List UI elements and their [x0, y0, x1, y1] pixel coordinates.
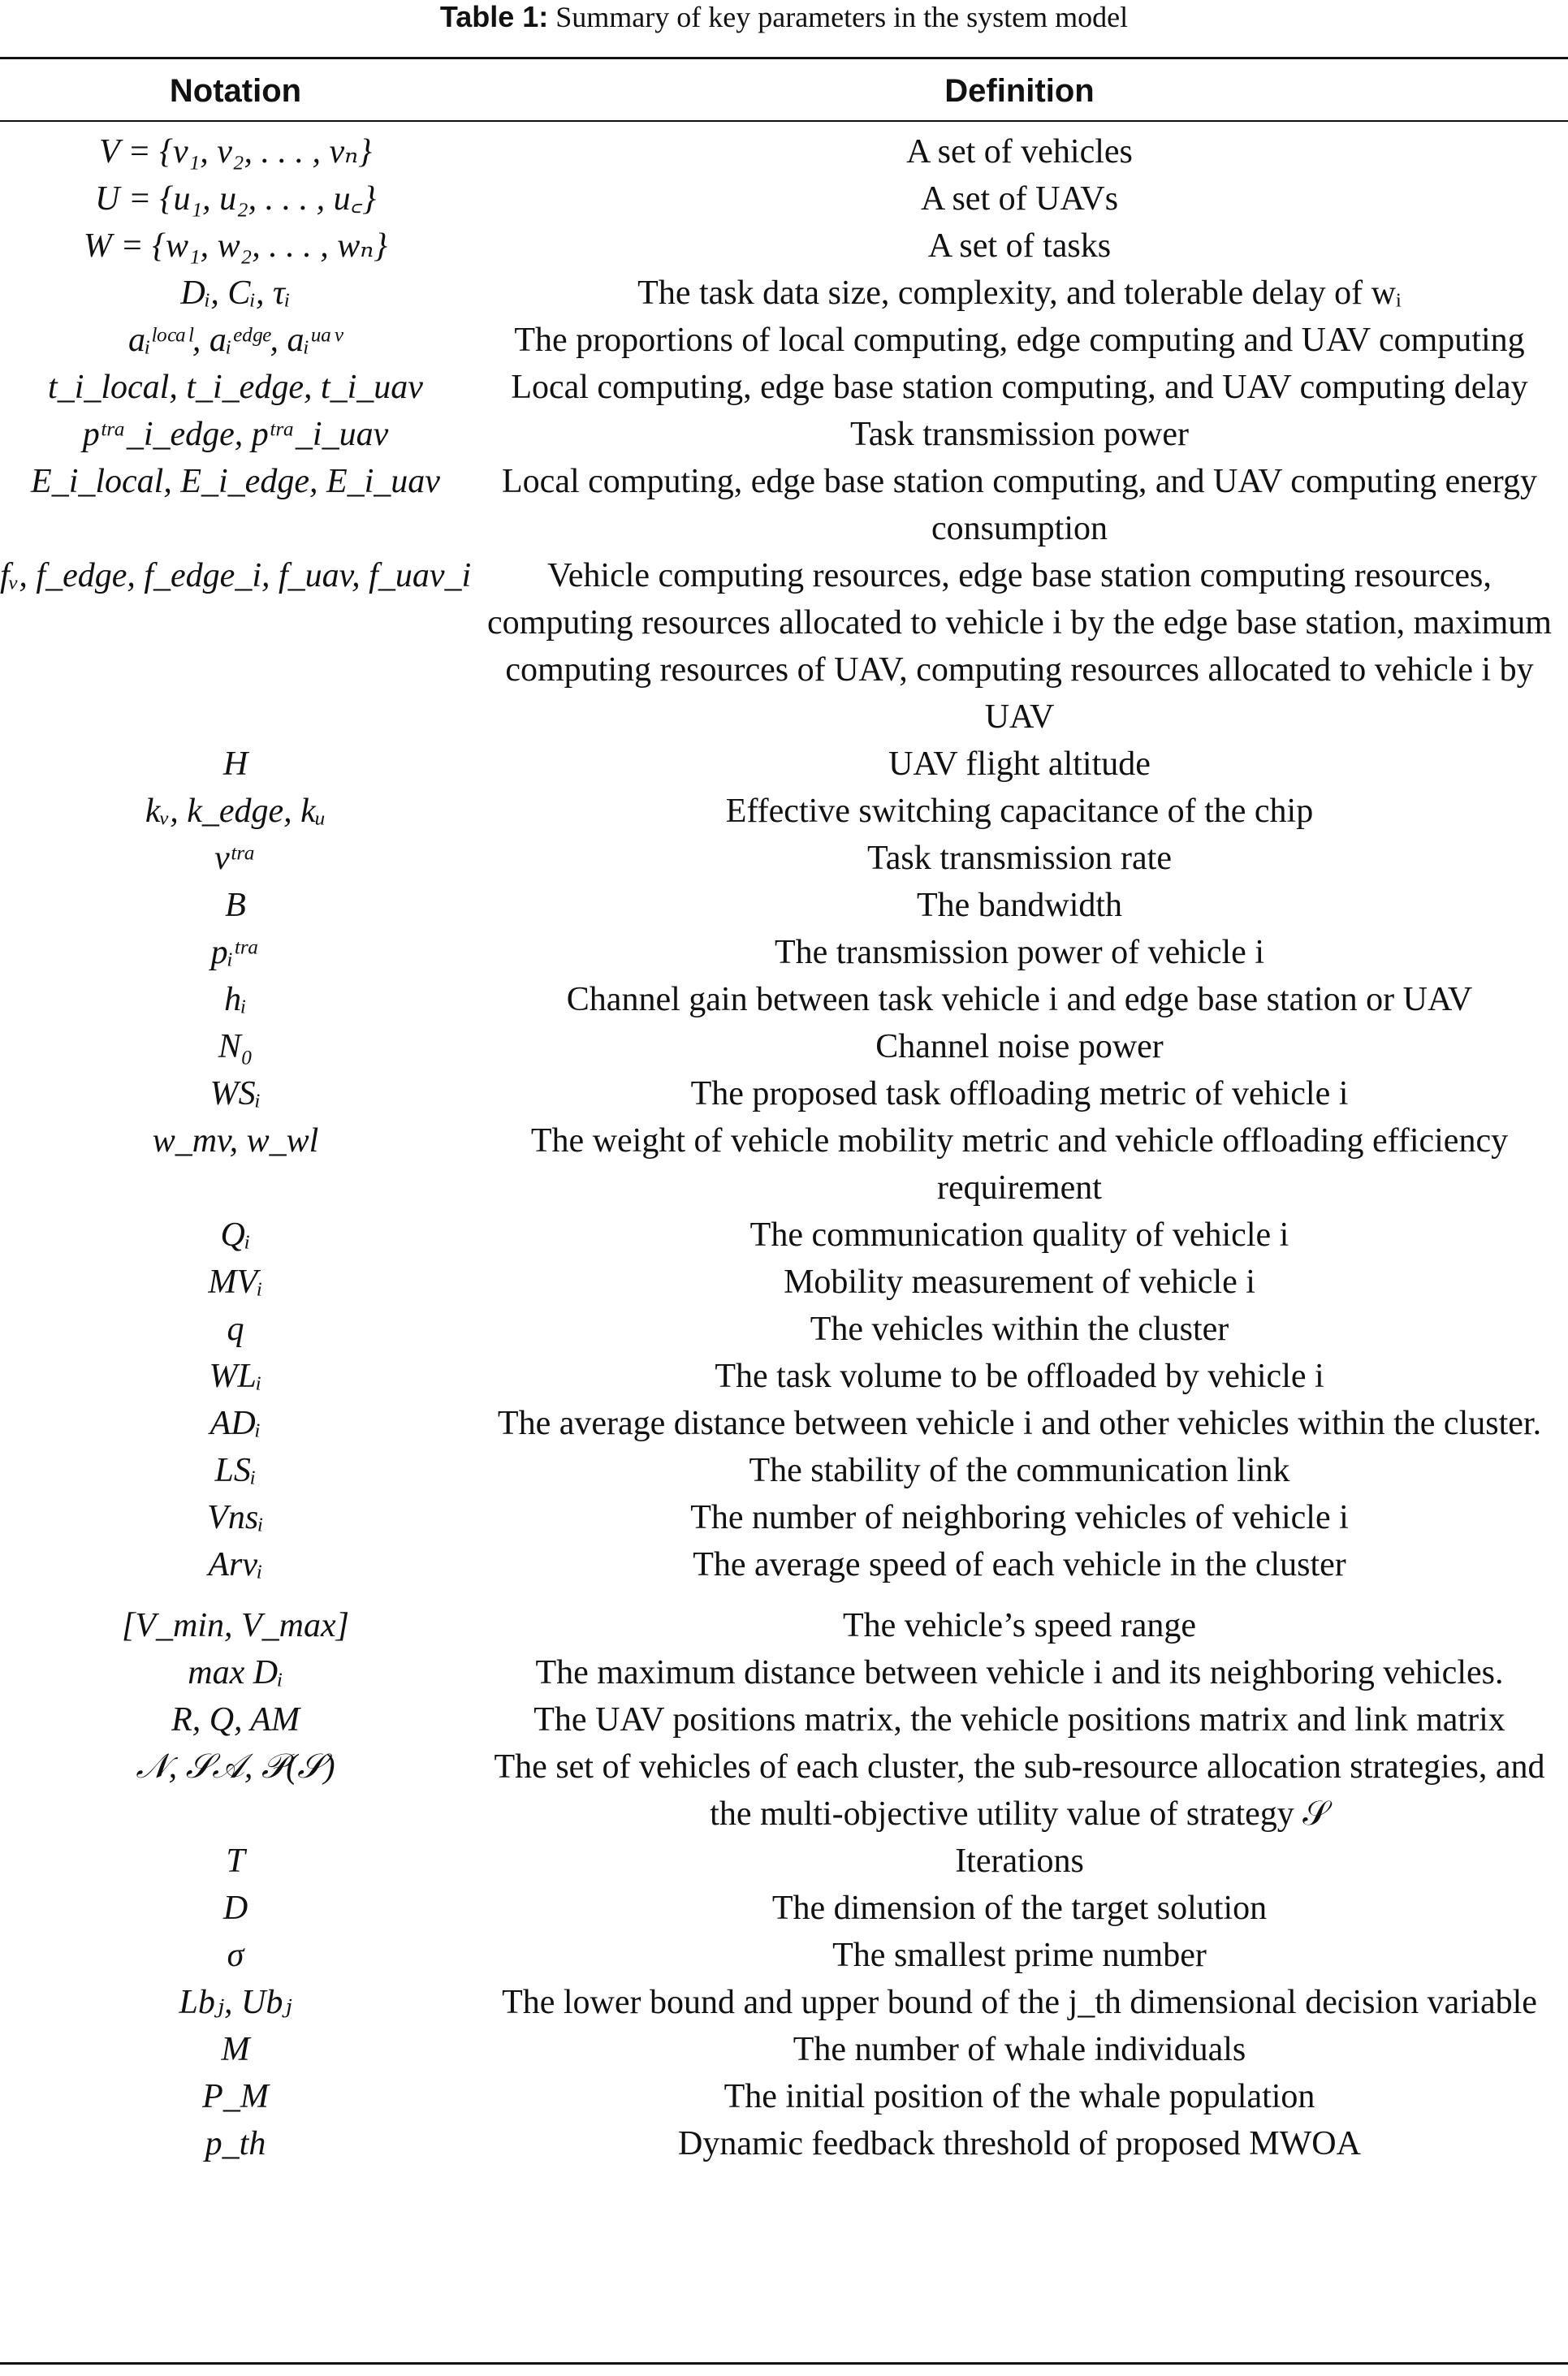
notation-cell: N₀	[218, 1028, 253, 1065]
definition-cell: Task transmission rate	[867, 840, 1172, 877]
notation-cell: U = {u₁, u₂, . . . , u꜀}	[95, 180, 376, 218]
table-row	[0, 175, 1568, 222]
definition-cell: The smallest prime number	[832, 1937, 1207, 1974]
table-row	[0, 552, 1568, 741]
table-row	[0, 1932, 1568, 1979]
definition-cell: The average distance between vehicle i and other vehicles within the cluster.	[497, 1405, 1542, 1442]
definition-cell: Local computing, edge base station computing, and UAV computing energy consumption	[502, 463, 1537, 547]
table-row	[0, 1649, 1568, 1696]
table-row	[0, 788, 1568, 835]
definition-cell: UAV flight altitude	[888, 745, 1151, 783]
table-row	[0, 1212, 1568, 1259]
notation-cell: pᵢᵗʳᵃ	[210, 934, 261, 971]
table-row	[0, 741, 1568, 788]
column-header-notation: Notation	[169, 73, 302, 109]
notation-cell: aᵢˡᵒᶜᵃˡ, aᵢᵉᵈᵍᵉ, aᵢᵘᵃᵛ	[128, 322, 343, 359]
table-row	[0, 317, 1568, 364]
definition-cell: Vehicle computing resources, edge base station computing resources, computing resources allocated to vehicle i by the edge base station, maximum computing resources of UAV, computing resources allocated to vehicle i by UAV	[487, 557, 1552, 736]
table-row	[0, 976, 1568, 1023]
table-row	[0, 411, 1568, 458]
definition-cell: Task transmission power	[849, 416, 1189, 453]
table-row	[0, 1541, 1568, 1588]
column-header-definition: Definition	[944, 73, 1095, 109]
table-row	[0, 1447, 1568, 1494]
notation-cell: q	[227, 1311, 244, 1348]
table-top-rule	[0, 57, 1568, 59]
notation-cell: ADᵢ	[209, 1405, 261, 1442]
notation-cell: WLᵢ	[209, 1358, 262, 1395]
table-row	[0, 882, 1568, 929]
definition-cell: The stability of the communication link	[749, 1452, 1290, 1489]
notation-cell: kᵥ, k_edge, kᵤ	[145, 793, 326, 830]
definition-cell: The task data size, complexity, and tolerable delay of wᵢ	[637, 274, 1402, 312]
definition-cell: The task volume to be offloaded by vehicle i	[715, 1358, 1324, 1395]
definition-cell: The set of vehicles of each cluster, the sub-resource allocation strategies, and the multi-objective utility value of strategy 𝒮	[494, 1748, 1545, 1833]
notation-cell: WSᵢ	[209, 1075, 261, 1112]
notation-cell: Dᵢ, Cᵢ, τᵢ	[180, 274, 291, 312]
notation-cell: P_M	[202, 2078, 269, 2115]
table-row	[0, 1838, 1568, 1885]
table-row	[0, 2026, 1568, 2073]
table-bottom-rule	[0, 2362, 1568, 2365]
table-row	[0, 2120, 1568, 2167]
notation-cell: fᵥ, f_edge, f_edge_i, f_uav, f_uav_i	[0, 557, 472, 594]
table-row	[0, 835, 1568, 882]
table-row	[0, 364, 1568, 411]
notation-cell: B	[225, 887, 246, 924]
definition-cell: The bandwidth	[916, 887, 1123, 924]
table-row	[0, 1602, 1568, 1649]
definition-cell: The weight of vehicle mobility metric and vehicle offloading efficiency requirement	[530, 1122, 1509, 1207]
notation-cell: Lbⱼ, Ubⱼ	[179, 1984, 292, 2021]
notation-cell: V = {v₁, v₂, . . . , vₙ}	[99, 133, 372, 171]
notation-cell: W = {w₁, w₂, . . . , wₙ}	[83, 227, 388, 265]
definition-cell: The initial position of the whale population	[724, 2078, 1315, 2115]
table-row	[0, 2073, 1568, 2120]
notation-cell: 𝒩, 𝒮𝒜, 𝒫(𝒮)	[136, 1748, 335, 1786]
definition-cell: Iterations	[955, 1842, 1084, 1880]
notation-cell: w_mv, w_wl	[152, 1122, 319, 1160]
definition-cell: A set of UAVs	[920, 180, 1119, 218]
notation-cell: [V_min, V_max]	[122, 1607, 349, 1644]
table-caption-label: Table 1:	[439, 0, 549, 33]
table-row	[0, 1696, 1568, 1743]
table-header-rule	[0, 120, 1568, 122]
definition-cell: Effective switching capacitance of the chip	[725, 793, 1314, 830]
table-row	[0, 1353, 1568, 1400]
definition-cell: Channel noise power	[875, 1028, 1164, 1065]
table-caption	[0, 0, 1568, 34]
table-row	[0, 1117, 1568, 1212]
notation-cell: LSᵢ	[214, 1452, 257, 1489]
notation-cell: Qᵢ	[220, 1216, 251, 1254]
table-row	[0, 1259, 1568, 1306]
table-row	[0, 1070, 1568, 1117]
definition-cell: The maximum distance between vehicle i and its neighboring vehicles.	[535, 1654, 1504, 1691]
notation-cell: σ	[227, 1937, 244, 1974]
notation-cell: Arvᵢ	[208, 1546, 263, 1583]
definition-cell: The average speed of each vehicle in the cluster	[693, 1546, 1346, 1583]
notation-cell: M	[221, 2031, 250, 2068]
definition-cell: The vehicle’s speed range	[843, 1607, 1196, 1644]
definition-cell: The number of whale individuals	[793, 2031, 1246, 2068]
definition-cell: The UAV positions matrix, the vehicle positions matrix and link matrix	[533, 1701, 1505, 1739]
table-row	[0, 929, 1568, 976]
notation-cell: MVᵢ	[208, 1264, 263, 1301]
notation-cell: E_i_local, E_i_edge, E_i_uav	[31, 463, 440, 500]
definition-cell: A set of vehicles	[906, 133, 1133, 171]
notation-cell: D	[222, 1890, 248, 1927]
notation-cell: pᵗʳᵃ_i_edge, pᵗʳᵃ_i_uav	[82, 416, 389, 453]
definition-cell: The proportions of local computing, edge computing and UAV computing	[514, 322, 1525, 359]
notation-cell: p_th	[205, 2125, 266, 2162]
table-row	[0, 1885, 1568, 1932]
table-row	[0, 1494, 1568, 1541]
notation-cell: hᵢ	[224, 981, 247, 1018]
table-row	[0, 458, 1568, 552]
notation-cell: vᵗʳᵃ	[214, 840, 257, 877]
definition-cell: The transmission power of vehicle i	[774, 934, 1264, 971]
table-row	[0, 1306, 1568, 1353]
definition-cell: The proposed task offloading metric of vehicle i	[690, 1075, 1349, 1112]
table-body	[0, 128, 1568, 2167]
table-row	[0, 1023, 1568, 1070]
notation-cell: Vnsᵢ	[207, 1499, 264, 1536]
table-row	[0, 128, 1568, 175]
definition-cell: The dimension of the target solution	[771, 1890, 1268, 1927]
definition-cell: Channel gain between task vehicle i and edge base station or UAV	[566, 981, 1473, 1018]
definition-cell: The vehicles within the cluster	[810, 1311, 1229, 1348]
definition-cell: Mobility measurement of vehicle i	[784, 1264, 1255, 1301]
table-row	[0, 1743, 1568, 1838]
definition-cell: Dynamic feedback threshold of proposed MWOA	[678, 2125, 1361, 2162]
definition-cell: The communication quality of vehicle i	[749, 1216, 1289, 1254]
definition-cell: Local computing, edge base station computing, and UAV computing delay	[511, 369, 1528, 406]
notation-cell: H	[222, 745, 248, 783]
notation-cell: T	[226, 1842, 245, 1880]
definition-cell: A set of tasks	[927, 227, 1112, 265]
table-caption-text: Summary of key parameters in the system model	[555, 1, 1129, 33]
definition-cell: The lower bound and upper bound of the j_th dimensional decision variable	[502, 1984, 1537, 2021]
table-row	[0, 222, 1568, 270]
table-row	[0, 1400, 1568, 1447]
notation-cell: max Dᵢ	[188, 1654, 283, 1691]
notation-cell: t_i_local, t_i_edge, t_i_uav	[48, 369, 423, 406]
notation-cell: R, Q, AM	[171, 1701, 300, 1739]
table-row	[0, 1979, 1568, 2026]
definition-cell: The number of neighboring vehicles of vehicle i	[690, 1499, 1349, 1536]
table-row	[0, 270, 1568, 317]
